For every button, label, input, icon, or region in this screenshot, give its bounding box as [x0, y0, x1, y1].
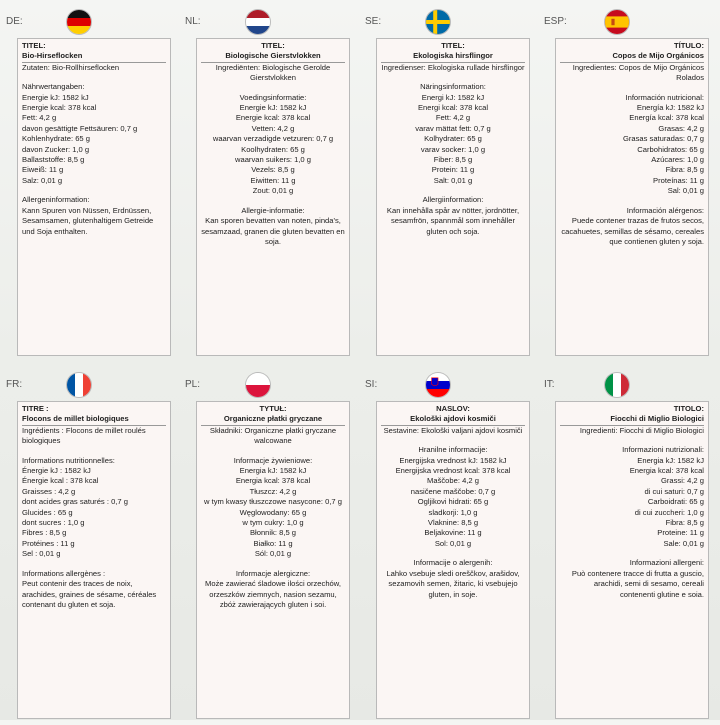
label-panel	[541, 0, 711, 362]
nutrition-row: Kolhydrater: 65 g	[424, 134, 482, 144]
nutrition-row: Énergie kcal : 378 kcal	[22, 476, 99, 486]
nutrition-row: Sel : 0,01 g	[22, 549, 61, 559]
nutrition-row: Energi kcal: 378 kcal	[417, 103, 489, 113]
ingredients-text: Zutaten: Bio-Rollhirseflocken	[22, 62, 120, 72]
country-code: DE:	[6, 16, 23, 27]
product-name: Fiocchi di Miglio Biologici	[610, 414, 704, 424]
title-label: TYTUŁ:	[259, 404, 287, 413]
nutrition-row: Sale: 0,01 g	[663, 538, 704, 548]
nutrition-block	[22, 456, 166, 560]
label-card	[196, 38, 350, 356]
nutrition-row: Salz: 0,01 g	[22, 175, 63, 185]
title-label: NASLOV:	[436, 404, 470, 413]
netherlands-flag-icon	[246, 10, 270, 34]
germany-flag-icon	[67, 10, 91, 34]
label-panel	[362, 0, 532, 362]
product-title-block	[560, 41, 704, 63]
nutrition-row: Grasas saturadas: 0,7 g	[622, 134, 704, 144]
nutrition-row: Sol: 0,01 g	[434, 538, 472, 548]
nutrition-row: Carbohidratos: 65 g	[637, 144, 704, 154]
nutrition-row: Ballaststoffe: 8,5 g	[22, 155, 85, 165]
nutrition-row: Salt: 0,01 g	[433, 175, 473, 185]
allergen-header: Informacje alergiczne:	[235, 568, 311, 578]
nutrition-block	[560, 93, 704, 197]
nutrition-block	[381, 82, 525, 186]
nutrition-row: dont sucres : 1,0 g	[22, 518, 85, 528]
nutrition-row: waarvan verzadigde vetzuren: 0,7 g	[212, 134, 334, 144]
nutrition-header: Informations nutritionnelles:	[22, 455, 115, 465]
nutrition-row: Energia kcal: 378 kcal	[235, 476, 311, 486]
allergen-header: Información alérgenos:	[626, 205, 704, 215]
allergen-block	[201, 569, 345, 611]
allergen-block	[381, 558, 525, 600]
nutrition-row: Energía kcal: 378 kcal	[629, 113, 704, 123]
ingredients-text: Ingredienti: Fiocchi di Miglio Biologici	[579, 425, 704, 435]
nutrition-row: Vlaknine: 8,5 g	[427, 518, 479, 528]
label-card	[196, 401, 350, 719]
allergen-text: Lahko vsebuje sledi oreščkov, arašidov, sezamovih semen, žitaric, ki vsebujejo gluten, in soje.	[386, 568, 520, 599]
nutrition-block	[560, 445, 704, 549]
nutrition-row: Energia kJ: 1582 kJ	[637, 455, 704, 465]
allergen-header: Allergiinformation:	[422, 195, 484, 205]
nutrition-header: Informazioni nutrizionali:	[622, 445, 704, 455]
title-label: TITEL:	[261, 41, 285, 50]
label-panel	[3, 0, 173, 362]
title-label: TÍTULO:	[674, 41, 704, 50]
nutrition-row: Energi kJ: 1582 kJ	[421, 92, 485, 102]
allergen-text: Puede contener trazas de frutos secos, cacahuetes, semillas de sésamo, cereales que contienen gluten y soja.	[561, 216, 704, 246]
product-name: Copos de Mijo Orgánicos	[612, 51, 704, 61]
ingredients-text: Ingrediënten: Biologische Gerolde Gierstvlokken	[215, 62, 331, 83]
nutrition-row: davon gesättigte Fettsäuren: 0,7 g	[22, 123, 138, 133]
nutrition-block	[201, 456, 345, 560]
nutrition-row: Énergie kJ : 1582 kJ	[22, 466, 91, 476]
nutrition-header: Nährwertangaben:	[22, 82, 85, 92]
nutrition-row: Protein: 11 g	[431, 165, 475, 175]
allergen-text: Kan innehålla spår av nötter, jordnötter, sesamfrön, spannmål som innehåller gluten och soja.	[386, 205, 520, 236]
label-card	[17, 38, 171, 356]
ingredients-text: Składniki: Organiczne płatki gryczane walcowane	[209, 425, 337, 446]
ingredients-text: Ingrédients : Flocons de millet roulés biologiques	[22, 425, 146, 446]
country-code: FR:	[6, 379, 23, 390]
product-name: Biologische Gierstvlokken	[225, 51, 321, 61]
title-label: TITRE :	[22, 404, 49, 413]
ingredients-text: Ingredienser: Ekologiska rullade hirsflingor	[381, 62, 525, 72]
allergen-header: Allergie-informatie:	[241, 205, 305, 215]
title-label: TITEL:	[441, 41, 465, 50]
nutrition-row: davon Zucker: 1,0 g	[22, 144, 90, 154]
nutrition-row: di cui saturi: 0,7 g	[644, 486, 704, 496]
label-card	[555, 401, 709, 719]
product-name: Organiczne płatki gryczane	[223, 414, 323, 424]
nutrition-row: Glucides : 65 g	[22, 507, 73, 517]
label-panel	[3, 363, 173, 725]
nutrition-header: Näringsinformation:	[420, 82, 486, 92]
nutrition-row: Carboidrati: 65 g	[647, 497, 704, 507]
label-panel	[182, 0, 352, 362]
ingredients-text: Ingredientes: Copos de Mijo Orgánicos Rolados	[572, 62, 704, 83]
label-panel	[362, 363, 532, 725]
label-card	[555, 38, 709, 356]
nutrition-row: Tłuszcz: 4,2 g	[249, 486, 297, 496]
allergen-block	[381, 195, 525, 237]
nutrition-row: Kohlenhydrate: 65 g	[22, 134, 90, 144]
nutrition-row: Azúcares: 1,0 g	[651, 155, 704, 165]
allergen-block	[22, 569, 166, 611]
nutrition-block	[381, 445, 525, 549]
nutrition-row: Eiwitten: 11 g	[250, 175, 296, 185]
label-panel	[541, 363, 711, 725]
product-name: Flocons de millet biologiques	[22, 414, 129, 424]
nutrition-row: Vezels: 8,5 g	[251, 165, 295, 175]
allergen-block	[201, 206, 345, 248]
nutrition-row: Energie kJ: 1582 kJ	[22, 92, 89, 102]
allergen-header: Informations allergènes :	[22, 568, 106, 578]
nutrition-row: Energie kJ: 1582 kJ	[239, 103, 307, 113]
nutrition-row: Błonnik: 8,5 g	[249, 528, 296, 538]
nutrition-row: Grassi: 4,2 g	[660, 476, 704, 486]
allergen-header: Informazioni allergeni:	[629, 558, 704, 568]
label-card	[17, 401, 171, 719]
product-title-block	[381, 41, 525, 63]
nutrition-row: Fibra: 8,5 g	[665, 165, 704, 175]
product-title-block	[22, 41, 166, 63]
nutrition-row: Grasas: 4,2 g	[658, 123, 704, 133]
product-title-block	[201, 41, 345, 63]
nutrition-row: varav socker: 1,0 g	[420, 144, 486, 154]
nutrition-row: Protéines : 11 g	[22, 538, 75, 548]
nutrition-row: nasičene maščobe: 0,7 g	[410, 486, 496, 496]
allergen-text: Peut contenir des traces de noix, arachides, graines de sésame, céréales contenant du gluten et soja.	[22, 579, 157, 609]
nutrition-row: Energijska vrednost kcal: 378 kcal	[395, 466, 511, 476]
nutrition-row: Proteínas: 11 g	[653, 175, 704, 185]
product-name: Bio-Hirseflocken	[22, 51, 83, 61]
product-title-block	[381, 404, 525, 426]
country-code: PL:	[185, 379, 201, 390]
nutrition-row: Fibra: 8,5 g	[665, 518, 704, 528]
title-label: TITEL:	[22, 41, 46, 50]
nutrition-row: Graisses : 4,2 g	[22, 486, 76, 496]
nutrition-block	[22, 82, 166, 186]
nutrition-row: Proteine: 11 g	[657, 528, 704, 538]
nutrition-row: Vetten: 4,2 g	[251, 123, 295, 133]
nutrition-row: Koolhydraten: 65 g	[241, 144, 305, 154]
country-code: SE:	[365, 16, 382, 27]
nutrition-row: waarvan suikers: 1,0 g	[235, 155, 311, 165]
product-title-block	[560, 404, 704, 426]
product-title-block	[201, 404, 345, 426]
slovenia-flag-icon	[426, 373, 450, 397]
nutrition-block	[201, 93, 345, 197]
nutrition-row: Energía kJ: 1582 kJ	[636, 103, 704, 113]
allergen-text: Kann Spuren von Nüssen, Erdnüssen, Sesamsamen, glutenhaltigem Getreide und Soja enthalten.	[22, 205, 154, 236]
label-card	[376, 38, 530, 356]
spain-flag-icon	[605, 10, 629, 34]
poland-flag-icon	[246, 373, 270, 397]
nutrition-row: sladkorji: 1,0 g	[428, 507, 478, 517]
nutrition-row: Ogljikovi hidrati: 65 g	[417, 497, 489, 507]
nutrition-row: Białko: 11 g	[253, 538, 293, 548]
country-code: ESP:	[544, 16, 567, 27]
nutrition-row: Energia kJ: 1582 kJ	[239, 466, 307, 476]
allergen-header: Allergeninformation:	[22, 195, 90, 205]
nutrition-row: Zout: 0,01 g	[252, 186, 294, 196]
nutrition-row: Fett: 4,2 g	[435, 113, 471, 123]
ingredients-text: Sestavine: Ekološki valjani ajdovi kosmiči	[383, 425, 523, 435]
nutrition-row: Energie kcal: 378 kcal	[235, 113, 311, 123]
nutrition-header: Información nutricional:	[625, 92, 704, 102]
country-code: SI:	[365, 379, 378, 390]
nutrition-row: w tym kwasy tłuszczowe nasycone: 0,7 g	[203, 497, 342, 507]
product-name: Ekologiska hirsflingor	[413, 51, 493, 61]
nutrition-row: Maščobe: 4,2 g	[427, 476, 479, 486]
nutrition-header: Hranilne informacije:	[418, 445, 488, 455]
allergen-text: Kan sporen bevatten van noten, pinda's, sesamzaad, granen die gluten bevatten en soja.	[201, 216, 345, 246]
country-code: IT:	[544, 379, 555, 390]
allergen-text: Może zawierać śladowe ilości orzechów, orzeszków ziemnych, nasion sezamu, zbóż zawierających gluten i soi.	[205, 579, 341, 609]
allergen-text: Può contenere tracce di frutta a guscio, arachidi, semi di sesamo, cereali contenenti glutine e soia.	[571, 568, 704, 599]
allergen-block	[560, 206, 704, 248]
nutrition-row: Energijska vrednost kJ: 1582 kJ	[399, 455, 507, 465]
title-label: TITOLO:	[673, 404, 704, 413]
label-card	[376, 401, 530, 719]
nutrition-row: Beljakovine: 11 g	[424, 528, 482, 538]
allergen-header: Informacije o alergenih:	[413, 558, 493, 568]
nutrition-row: varav mättat fett: 0,7 g	[415, 123, 491, 133]
nutrition-row: Fiber: 8,5 g	[433, 155, 473, 165]
country-code: NL:	[185, 16, 201, 27]
nutrition-row: Fett: 4,2 g	[22, 113, 57, 123]
product-title-block	[22, 404, 166, 426]
nutrition-header: Voedingsinformatie:	[239, 92, 307, 102]
allergen-block	[22, 195, 166, 237]
nutrition-row: Energia kcal: 378 kcal	[629, 466, 704, 476]
nutrition-row: Fibres : 8,5 g	[22, 528, 67, 538]
italy-flag-icon	[605, 373, 629, 397]
nutrition-row: Sól: 0,01 g	[254, 549, 292, 559]
nutrition-row: Energie kcal: 378 kcal	[22, 103, 97, 113]
nutrition-row: Sal: 0,01 g	[667, 186, 704, 196]
nutrition-row: Eiweiß: 11 g	[22, 165, 64, 175]
allergen-block	[560, 558, 704, 600]
nutrition-row: Węglowodany: 65 g	[239, 507, 307, 517]
product-name: Ekološki ajdovi kosmiči	[410, 414, 496, 424]
nutrition-row: w tym cukry: 1,0 g	[242, 518, 304, 528]
nutrition-row: dont acides gras saturés : 0,7 g	[22, 497, 128, 507]
sweden-flag-icon	[426, 10, 450, 34]
nutrition-row: di cui zuccheri: 1,0 g	[634, 507, 704, 517]
france-flag-icon	[67, 373, 91, 397]
label-panel	[182, 363, 352, 725]
nutrition-header: Informacje żywieniowe:	[233, 455, 313, 465]
